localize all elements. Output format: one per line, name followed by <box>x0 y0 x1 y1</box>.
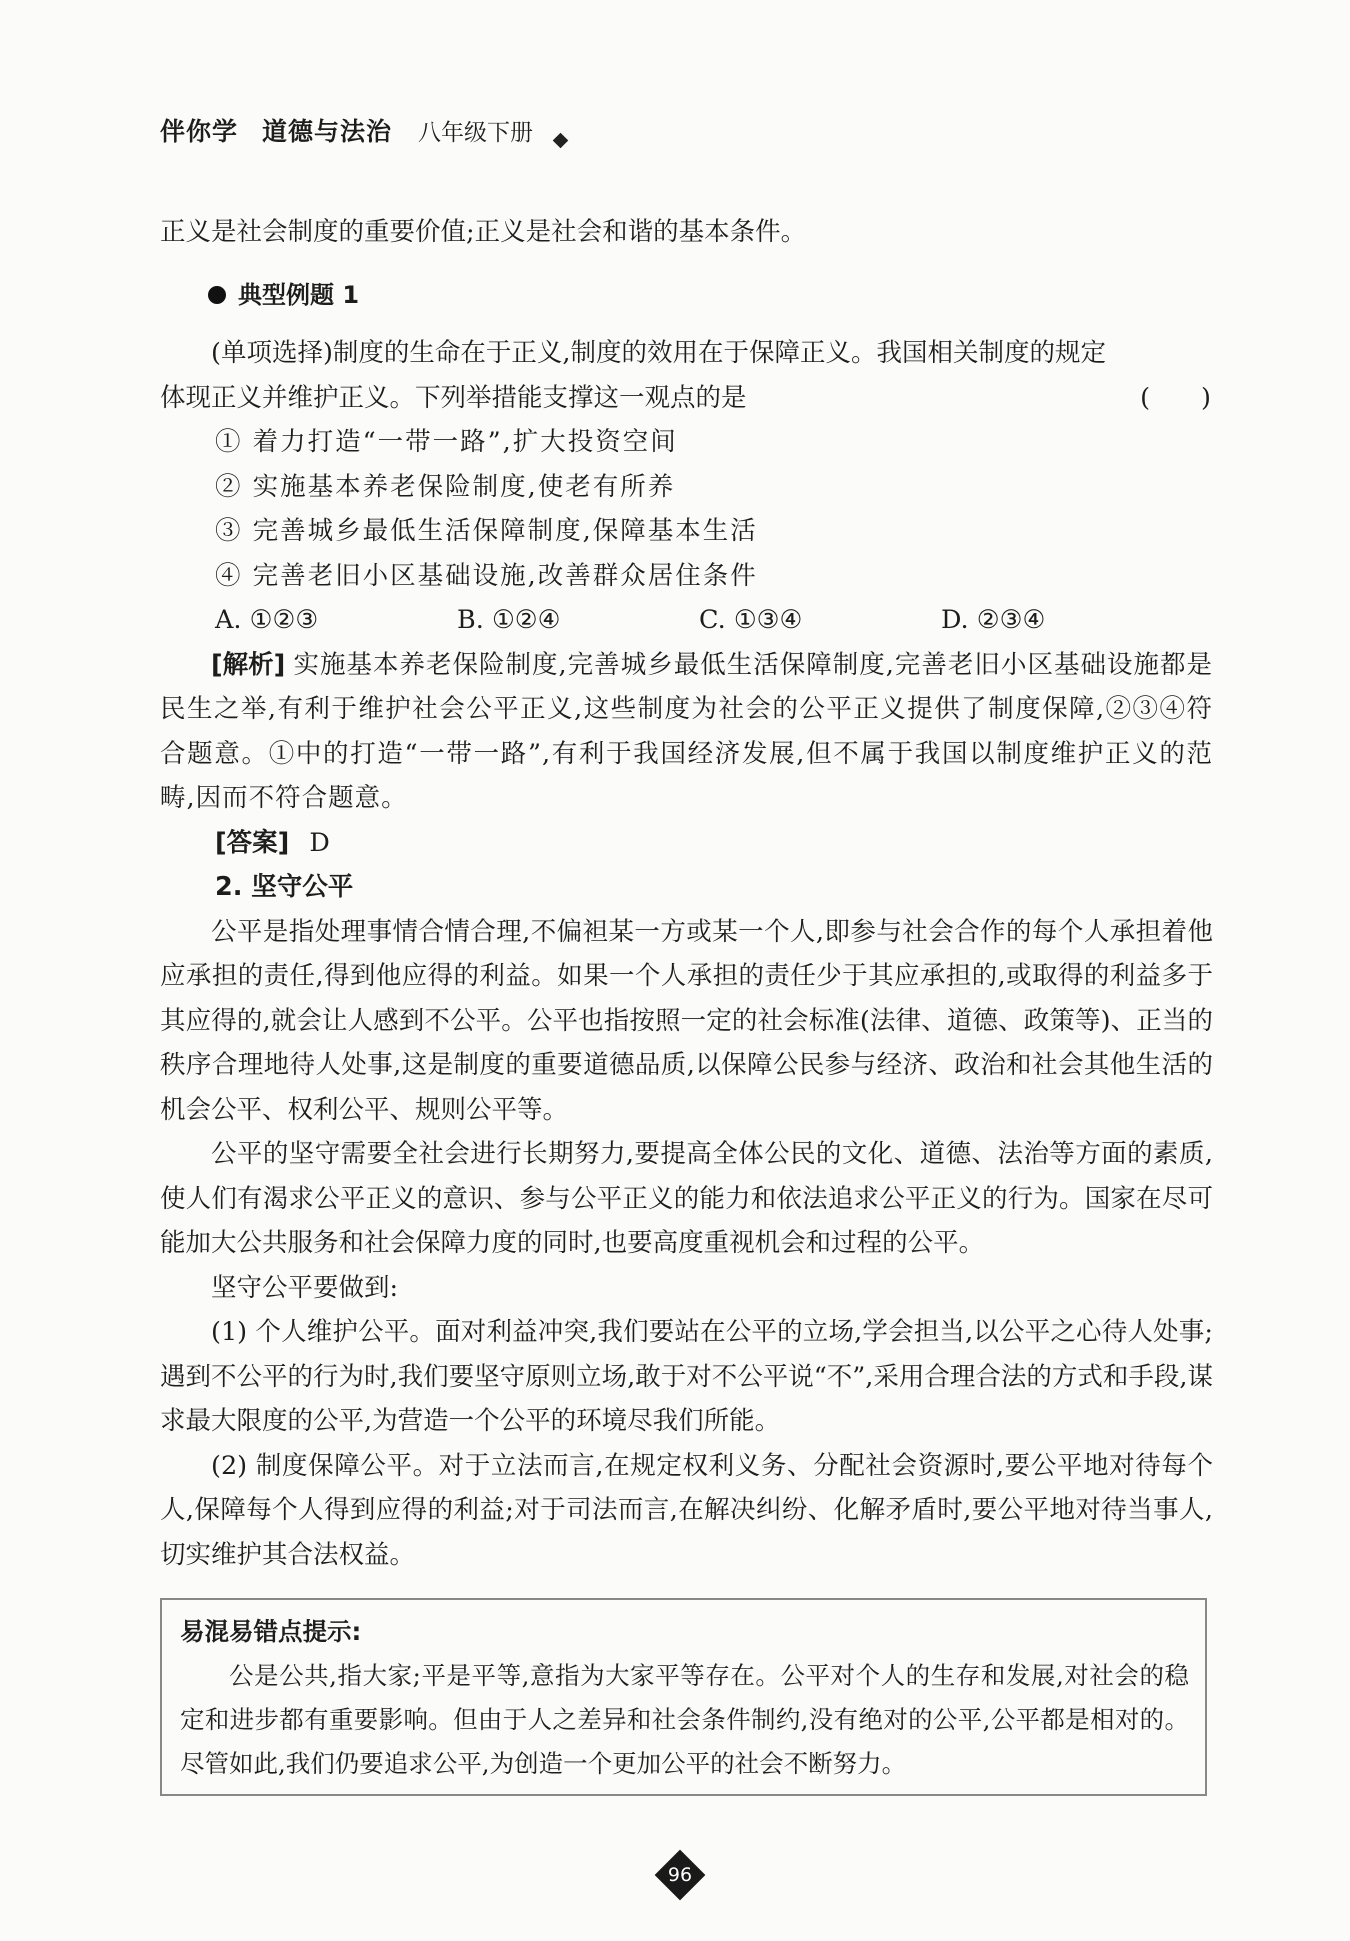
choice-a: A. ①②③ <box>215 605 319 635</box>
choice-c: C. ①③④ <box>699 605 803 635</box>
running-header <box>160 112 566 148</box>
section-paragraph-3: 坚守公平要做到: <box>211 1272 399 1303</box>
bullet-icon <box>208 286 226 304</box>
section-paragraph-5: (2) 制度保障公平。对于立法而言,在规定权利义务、分配社会资源时,要公平地对待每个人,保障每个人得到应得的利益;对于司法而言,在解决纠纷、化解矛盾时,要公平地对待当事人,切实维护其合法权益。 <box>160 1450 1213 1570</box>
choice-b: B. ①②④ <box>457 605 561 635</box>
option-3: ③ 完善城乡最低生活保障制度,保障基本生活 <box>215 516 758 546</box>
tip-box <box>160 1598 1207 1796</box>
example-heading-text: 典型例题 1 <box>238 280 360 309</box>
analysis-label: [解析] <box>211 649 286 680</box>
answer-label: [答案] <box>215 827 290 858</box>
example-heading <box>208 273 1213 318</box>
answer-value: D <box>309 827 330 858</box>
question-line-1: (单项选择)制度的生命在于正义,制度的效用在于保障正义。我国相关制度的规定 <box>211 338 1107 368</box>
section-paragraph-1: 公平是指处理事情合情合理,不偏袒某一方或某一个人,即参与社会合作的每个人承担着他应承担的责任,得到他应得的利益。如果一个人承担的责任少于其应承担的,或取得的利益多于其应得的,就会让人感到不公平。公平也指按照一定的社会标准(法律、道德、政策等)、正当的秩序合理地待人处事,这是制度的重要道德品质,以保障公民参与经济、政治和社会其他生活的机会公平、权利公平、规则公平等。 <box>160 916 1213 1125</box>
answer-choices <box>215 598 1213 643</box>
grade-label: 八年级下册 <box>418 120 534 146</box>
intro-line: 正义是社会制度的重要价值;正义是社会和谐的基本条件。 <box>160 217 807 247</box>
analysis-text: 实施基本养老保险制度,完善城乡最低生活保障制度,完善老旧小区基础设施都是民生之举,有利于维护社会公平正义,这些制度为社会的公平正义提供了制度保障,②③④符合题意。①中的打造“一带一路”,有利于我国经济发展,但不属于我国以制度维护正义的范畴,因而不符合题意。 <box>160 649 1214 813</box>
main-content <box>160 210 1213 1577</box>
tip-title: 易混易错点提示: <box>180 1617 362 1646</box>
option-1: ① 着力打造“一带一路”,扩大投资空间 <box>215 427 678 457</box>
tip-text: 公是公共,指大家;平是平等,意指为大家平等存在。公平对个人的生存和发展,对社会的稳定和进步都有重要影响。但由于人之差异和社会条件制约,没有绝对的公平,公平都是相对的。尽管如此,我们仍要追求公平,为创造一个更加公平的社会不断努力。 <box>180 1661 1189 1778</box>
analysis-paragraph <box>160 643 1213 821</box>
series-brand: 伴你学 <box>160 117 239 146</box>
answer-line <box>215 821 1213 866</box>
question-line-2 <box>160 376 1213 421</box>
page-number: 96 <box>667 1864 693 1886</box>
question-line-2-text: 体现正义并维护正义。下列举措能支撑这一观点的是 <box>160 382 747 413</box>
section-paragraph-2: 公平的坚守需要全社会进行长期努力,要提高全体公民的文化、道德、法治等方面的素质,使人们有渴求公平正义的意识、参与公平正义的能力和依法追求公平正义的行为。国家在尽可能加大公共服务和社会保障力度的同时,也要高度重视机会和过程的公平。 <box>160 1139 1213 1258</box>
page-number-badge <box>657 1852 703 1898</box>
subject-title: 道德与法治 <box>262 117 393 146</box>
option-4: ④ 完善老旧小区基础设施,改善群众居住条件 <box>215 560 758 591</box>
option-2: ② 实施基本养老保险制度,使老有所养 <box>215 471 676 502</box>
choice-d: D. ②③④ <box>941 605 1046 635</box>
diamond-icon <box>553 133 569 149</box>
section-heading: 2. 坚守公平 <box>215 872 354 902</box>
answer-blank: ( ) <box>1140 382 1211 413</box>
section-paragraph-4: (1) 个人维护公平。面对利益冲突,我们要站在公平的立场,学会担当,以公平之心待人处事;遇到不公平的行为时,我们要坚守原则立场,敢于对不公平说“不”,采用合理合法的方式和手段,谋求最大限度的公平,为营造一个公平的环境尽我们所能。 <box>160 1317 1213 1436</box>
